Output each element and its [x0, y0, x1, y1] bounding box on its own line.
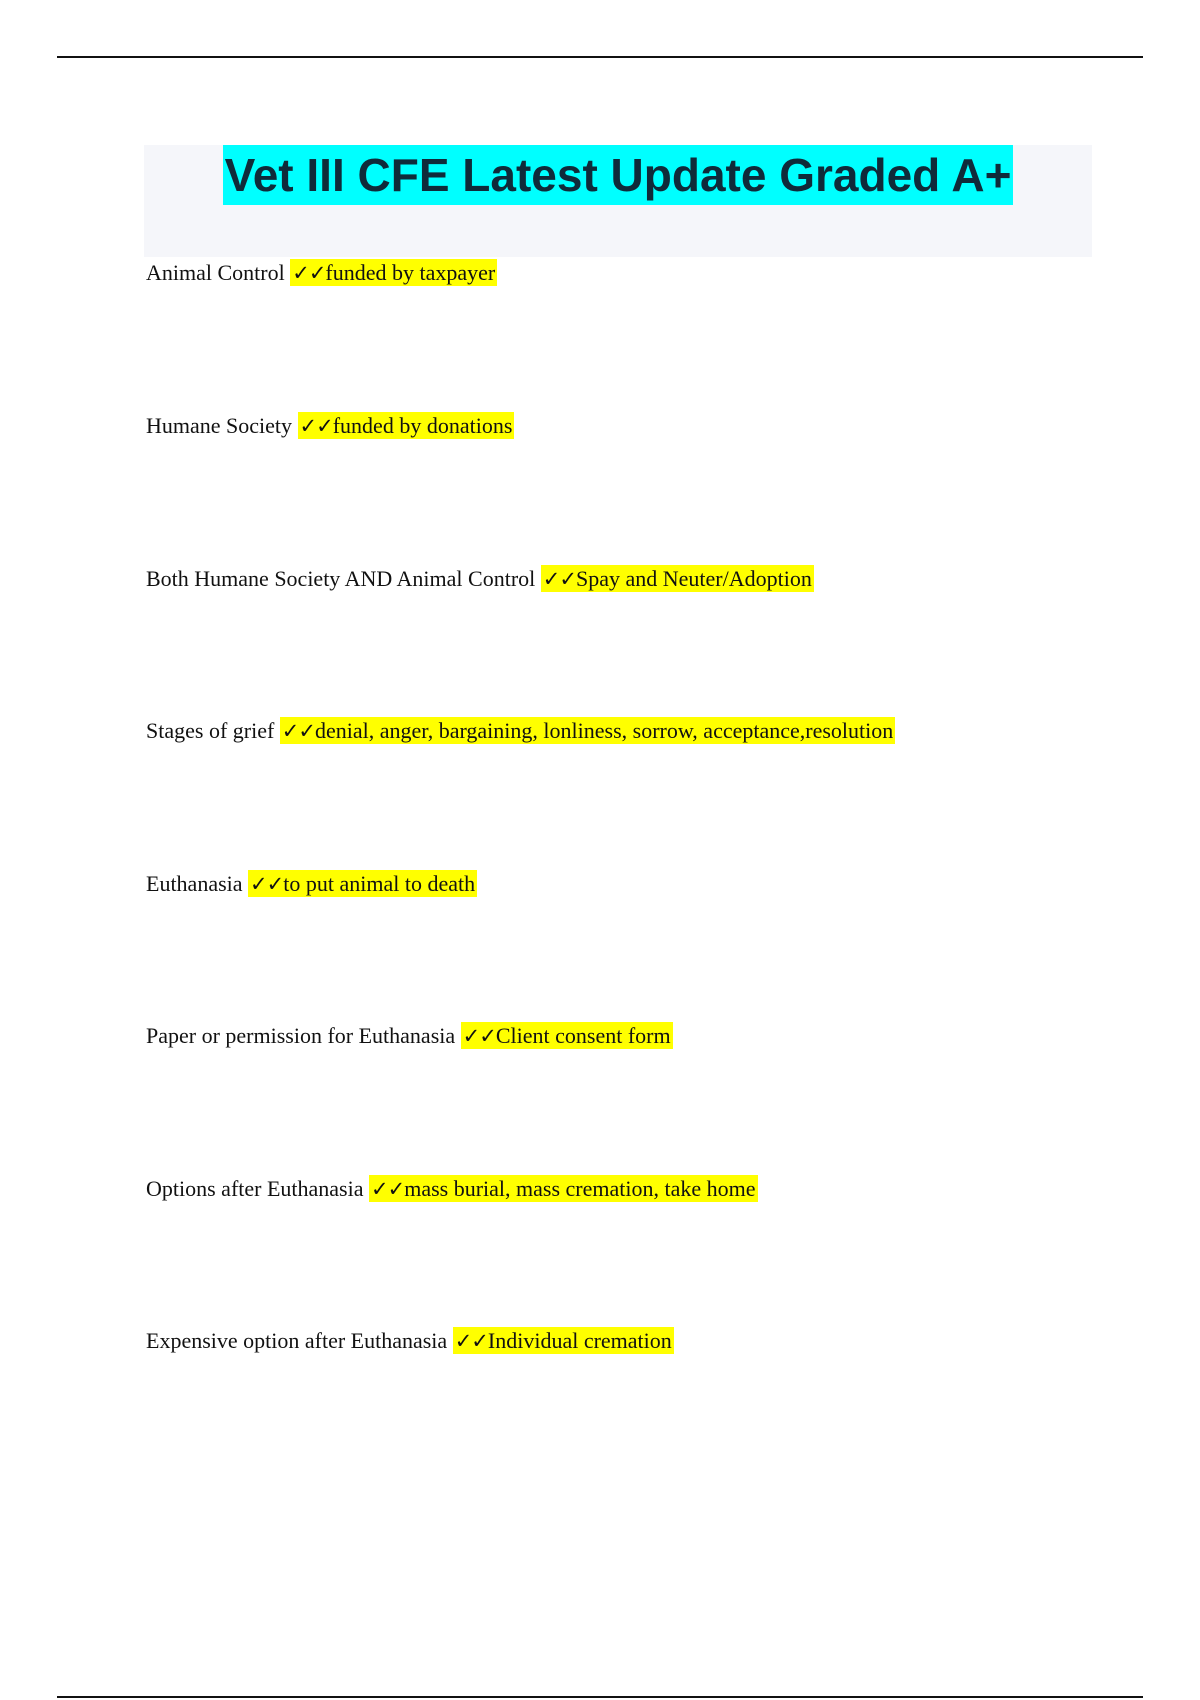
- answer-text: to put animal to death: [283, 871, 476, 896]
- question-text: Humane Society: [146, 413, 293, 438]
- answer-text: Spay and Neuter/Adoption: [575, 566, 812, 591]
- qa-item-5: [146, 869, 477, 899]
- question-text: Animal Control: [146, 260, 285, 285]
- answer-highlight: [453, 1327, 674, 1354]
- double-check-icon: ✓✓: [542, 567, 576, 591]
- page-title: Vet III CFE Latest Update Graded A+: [223, 145, 1014, 205]
- question-text: Both Humane Society AND Animal Control: [146, 566, 536, 591]
- answer-highlight: [248, 870, 477, 897]
- double-check-icon: ✓✓: [292, 261, 326, 285]
- answer-text: funded by donations: [332, 413, 513, 438]
- double-check-icon: ✓✓: [462, 1024, 496, 1048]
- answer-text: funded by taxpayer: [325, 260, 496, 285]
- answer-highlight: [541, 565, 814, 592]
- double-check-icon: ✓✓: [281, 719, 315, 743]
- answer-highlight: [461, 1022, 673, 1049]
- double-check-icon: ✓✓: [371, 1177, 405, 1201]
- qa-item-6: [146, 1021, 673, 1051]
- answer-highlight: [298, 412, 515, 439]
- qa-item-8: [146, 1326, 674, 1356]
- answer-text: denial, anger, bargaining, lonliness, sorrow, acceptance,resolution: [315, 718, 894, 743]
- qa-item-7: [146, 1174, 758, 1204]
- answer-text: mass burial, mass cremation, take home: [404, 1176, 756, 1201]
- answer-text: Individual cremation: [487, 1328, 672, 1353]
- answer-text: Client consent form: [495, 1023, 671, 1048]
- answer-highlight: [290, 259, 497, 286]
- question-text: Stages of grief: [146, 718, 275, 743]
- top-rule: [57, 56, 1143, 58]
- question-text: Expensive option after Euthanasia: [146, 1328, 448, 1353]
- qa-item-3: [146, 564, 814, 594]
- answer-highlight: [280, 717, 895, 744]
- double-check-icon: ✓✓: [250, 872, 284, 896]
- qa-item-4: [146, 716, 895, 746]
- qa-item-2: [146, 411, 514, 441]
- double-check-icon: ✓✓: [454, 1329, 488, 1353]
- double-check-icon: ✓✓: [299, 414, 333, 438]
- title-banner: [144, 145, 1092, 257]
- answer-highlight: [369, 1175, 758, 1202]
- bottom-rule: [57, 1696, 1143, 1698]
- qa-item-1: [146, 258, 497, 288]
- question-text: Options after Euthanasia: [146, 1176, 364, 1201]
- question-text: Paper or permission for Euthanasia: [146, 1023, 456, 1048]
- question-text: Euthanasia: [146, 871, 243, 896]
